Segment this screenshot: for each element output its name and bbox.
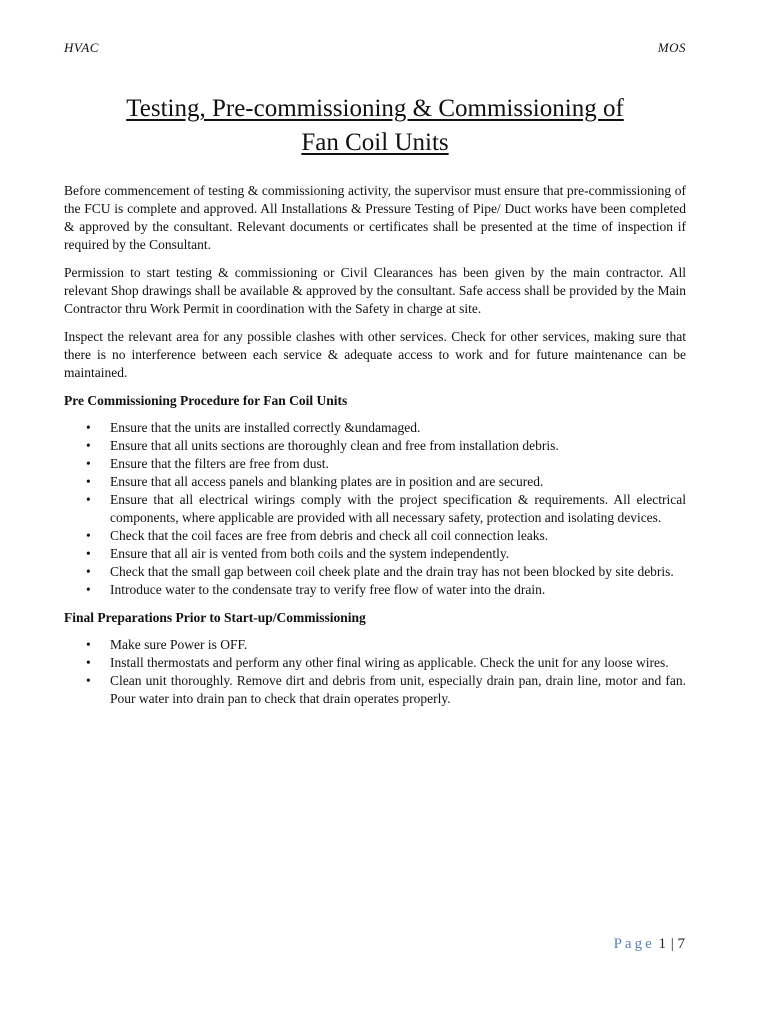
paragraph-permission: Permission to start testing & commissioning or Civil Clearances has been given by the main contractor. All relevant Shop drawings shall be available & approved by the consultant. Safe access shall be provided by the Main Contractor thru Work Permit in coordination with the Safety in charge at site. xyxy=(64,265,686,316)
page-total: 7 xyxy=(677,936,686,952)
paragraph-inspect: Inspect the relevant area for any possible clashes with other services. Check for other services, making sure that there is no interference between each service & adequate access to work and for future maintenance can be maintained. xyxy=(64,329,686,380)
title-line-2: Fan Coil Units xyxy=(301,129,449,156)
list-item: • Ensure that all electrical wirings comply with the project specification & requirements. All electrical components, where applicable are provided with all necessary safety, protection and isolating devices. xyxy=(64,491,686,527)
page-separator: | xyxy=(670,936,674,952)
list-item: • Install thermostats and perform any other final wiring as applicable. Check the unit for any loose wires. xyxy=(64,654,686,672)
list-item: • Clean unit thoroughly. Remove dirt and debris from unit, especially drain pan, drain line, motor and fan. Pour water into drain pan to check that drain operates properly. xyxy=(64,672,686,708)
section-heading-precommissioning: Pre Commissioning Procedure for Fan Coil Units xyxy=(64,393,348,408)
header-left: HVAC xyxy=(64,40,99,55)
document-title xyxy=(64,92,686,160)
page-number: 1 xyxy=(658,936,667,952)
page-footer xyxy=(614,936,686,953)
precommissioning-list xyxy=(64,419,686,599)
title-line-1: Testing, Pre-commissioning & Commissioning of xyxy=(126,95,624,122)
section-heading-final-preparations: Final Preparations Prior to Start-up/Commissioning xyxy=(64,610,366,625)
list-item: • Ensure that the units are installed correctly &undamaged. xyxy=(64,419,686,437)
paragraph-intro: Before commencement of testing & commissioning activity, the supervisor must ensure that pre-commissioning of the FCU is complete and approved. All Installations & Pressure Testing of Pipe/ Duct works have been completed & approved by the consultant. Relevant documents or certificates shall be presented at the time of inspection if required by the Consultant. xyxy=(64,183,686,252)
final-preparations-list xyxy=(64,636,686,708)
list-item: • Ensure that all air is vented from both coils and the system independently. xyxy=(64,545,686,563)
document-body xyxy=(64,182,686,718)
list-item: • Introduce water to the condensate tray to verify free flow of water into the drain. xyxy=(64,581,686,599)
list-item: • Ensure that all units sections are thoroughly clean and free from installation debris. xyxy=(64,437,686,455)
list-item: • Make sure Power is OFF. xyxy=(64,636,686,654)
page-label: Page xyxy=(613,936,655,952)
list-item: • Check that the coil faces are free from debris and check all coil connection leaks. xyxy=(64,527,686,545)
list-item: • Ensure that the filters are free from dust. xyxy=(64,455,686,473)
list-item: • Ensure that all access panels and blanking plates are in position and are secured. xyxy=(64,473,686,491)
header-right: MOS xyxy=(657,40,686,55)
list-item: • Check that the small gap between coil cheek plate and the drain tray has not been blocked by site debris. xyxy=(64,563,686,581)
